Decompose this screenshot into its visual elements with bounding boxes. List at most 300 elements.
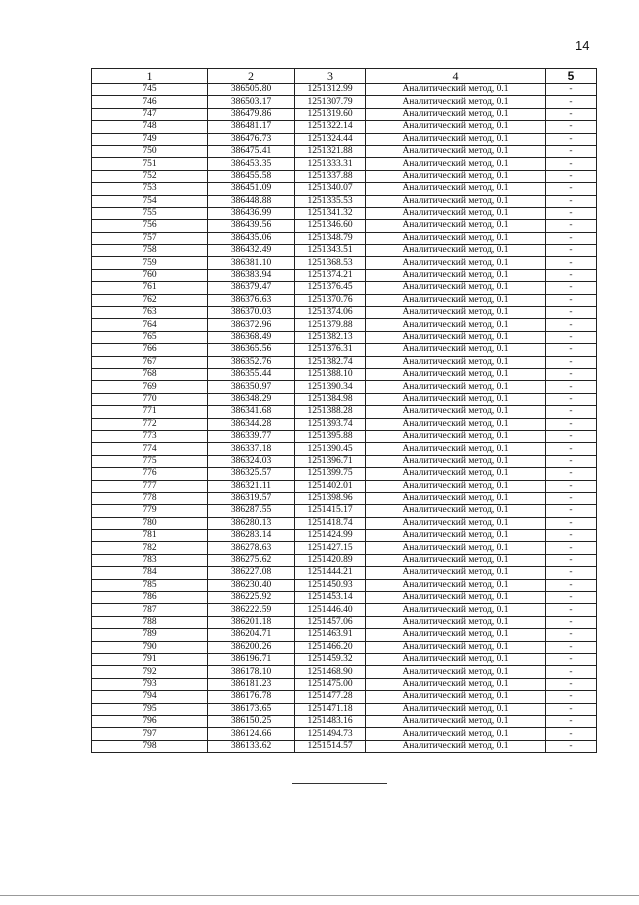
- method-cell: Аналитический метод, 0.1: [366, 207, 546, 219]
- description-cell: -: [546, 728, 597, 740]
- method-cell: Аналитический метод, 0.1: [366, 567, 546, 579]
- method-cell: Аналитический метод, 0.1: [366, 245, 546, 257]
- table-row: [92, 368, 597, 380]
- y-coordinate-cell: 1251388.28: [295, 406, 366, 418]
- table-row: [92, 455, 597, 467]
- description-cell: -: [546, 356, 597, 368]
- x-coordinate-cell: 386124.66: [208, 728, 295, 740]
- y-coordinate-cell: 1251348.79: [295, 232, 366, 244]
- table-row: [92, 715, 597, 727]
- method-cell: Аналитический метод, 0.1: [366, 381, 546, 393]
- x-coordinate-cell: 386227.08: [208, 567, 295, 579]
- x-coordinate-cell: 386200.26: [208, 641, 295, 653]
- table-row: [92, 121, 597, 133]
- description-cell: -: [546, 678, 597, 690]
- y-coordinate-cell: 1251444.21: [295, 567, 366, 579]
- description-cell: -: [546, 294, 597, 306]
- point-number-cell: 749: [92, 133, 208, 145]
- y-coordinate-cell: 1251341.32: [295, 207, 366, 219]
- y-coordinate-cell: 1251466.20: [295, 641, 366, 653]
- x-coordinate-cell: 386196.71: [208, 653, 295, 665]
- x-coordinate-cell: 386435.06: [208, 232, 295, 244]
- description-cell: -: [546, 530, 597, 542]
- description-cell: -: [546, 108, 597, 120]
- y-coordinate-cell: 1251337.88: [295, 170, 366, 182]
- y-coordinate-cell: 1251459.32: [295, 653, 366, 665]
- point-number-cell: 792: [92, 666, 208, 678]
- table-row: [92, 195, 597, 207]
- table-row: [92, 294, 597, 306]
- y-coordinate-cell: 1251424.99: [295, 530, 366, 542]
- y-coordinate-cell: 1251457.06: [295, 616, 366, 628]
- y-coordinate-cell: 1251390.45: [295, 443, 366, 455]
- x-coordinate-cell: 386370.03: [208, 307, 295, 319]
- point-number-cell: 762: [92, 294, 208, 306]
- y-coordinate-cell: 1251514.57: [295, 740, 366, 752]
- x-coordinate-cell: 386176.78: [208, 691, 295, 703]
- method-cell: Аналитический метод, 0.1: [366, 703, 546, 715]
- method-cell: Аналитический метод, 0.1: [366, 269, 546, 281]
- description-cell: -: [546, 344, 597, 356]
- description-cell: -: [546, 195, 597, 207]
- method-cell: Аналитический метод, 0.1: [366, 592, 546, 604]
- x-coordinate-cell: 386479.86: [208, 108, 295, 120]
- table-row: [92, 418, 597, 430]
- description-cell: -: [546, 629, 597, 641]
- y-coordinate-cell: 1251376.31: [295, 344, 366, 356]
- point-number-cell: 748: [92, 121, 208, 133]
- point-number-cell: 777: [92, 480, 208, 492]
- description-cell: -: [546, 740, 597, 752]
- point-number-cell: 755: [92, 207, 208, 219]
- x-coordinate-cell: 386432.49: [208, 245, 295, 257]
- table-row: [92, 691, 597, 703]
- description-cell: -: [546, 282, 597, 294]
- description-cell: -: [546, 542, 597, 554]
- x-coordinate-cell: 386178.10: [208, 666, 295, 678]
- point-number-cell: 750: [92, 145, 208, 157]
- y-coordinate-cell: 1251333.31: [295, 158, 366, 170]
- table-row: [92, 554, 597, 566]
- description-cell: -: [546, 245, 597, 257]
- x-coordinate-cell: 386204.71: [208, 629, 295, 641]
- x-coordinate-cell: 386280.13: [208, 517, 295, 529]
- table-row: [92, 344, 597, 356]
- column-header-2: 2: [208, 69, 295, 84]
- table-row: [92, 592, 597, 604]
- description-cell: -: [546, 84, 597, 96]
- description-cell: -: [546, 554, 597, 566]
- point-number-cell: 776: [92, 468, 208, 480]
- table-row: [92, 666, 597, 678]
- point-number-cell: 752: [92, 170, 208, 182]
- description-cell: -: [546, 592, 597, 604]
- description-cell: -: [546, 505, 597, 517]
- table-row: [92, 257, 597, 269]
- y-coordinate-cell: 1251379.88: [295, 319, 366, 331]
- description-cell: -: [546, 220, 597, 232]
- bottom-rule: [0, 895, 639, 896]
- description-cell: -: [546, 443, 597, 455]
- y-coordinate-cell: 1251382.74: [295, 356, 366, 368]
- description-cell: -: [546, 715, 597, 727]
- method-cell: Аналитический метод, 0.1: [366, 158, 546, 170]
- y-coordinate-cell: 1251463.91: [295, 629, 366, 641]
- description-cell: -: [546, 653, 597, 665]
- method-cell: Аналитический метод, 0.1: [366, 728, 546, 740]
- description-cell: -: [546, 368, 597, 380]
- description-cell: -: [546, 517, 597, 529]
- table-row: [92, 84, 597, 96]
- y-coordinate-cell: 1251475.00: [295, 678, 366, 690]
- method-cell: Аналитический метод, 0.1: [366, 629, 546, 641]
- point-number-cell: 771: [92, 406, 208, 418]
- description-cell: -: [546, 666, 597, 678]
- table-row: [92, 616, 597, 628]
- method-cell: Аналитический метод, 0.1: [366, 604, 546, 616]
- x-coordinate-cell: 386225.92: [208, 592, 295, 604]
- y-coordinate-cell: 1251453.14: [295, 592, 366, 604]
- table-row: [92, 133, 597, 145]
- x-coordinate-cell: 386339.77: [208, 430, 295, 442]
- method-cell: Аналитический метод, 0.1: [366, 616, 546, 628]
- x-coordinate-cell: 386503.17: [208, 96, 295, 108]
- table-row: [92, 183, 597, 195]
- y-coordinate-cell: 1251396.71: [295, 455, 366, 467]
- table-row: [92, 381, 597, 393]
- table-row: [92, 430, 597, 442]
- method-cell: Аналитический метод, 0.1: [366, 344, 546, 356]
- point-number-cell: 763: [92, 307, 208, 319]
- method-cell: Аналитический метод, 0.1: [366, 145, 546, 157]
- description-cell: -: [546, 604, 597, 616]
- table-row: [92, 307, 597, 319]
- table-row: [92, 604, 597, 616]
- table-row: [92, 207, 597, 219]
- description-cell: -: [546, 121, 597, 133]
- x-coordinate-cell: 386321.11: [208, 480, 295, 492]
- point-number-cell: 778: [92, 492, 208, 504]
- description-cell: -: [546, 579, 597, 591]
- method-cell: Аналитический метод, 0.1: [366, 108, 546, 120]
- table-row: [92, 245, 597, 257]
- x-coordinate-cell: 386341.68: [208, 406, 295, 418]
- y-coordinate-cell: 1251321.88: [295, 145, 366, 157]
- y-coordinate-cell: 1251399.75: [295, 468, 366, 480]
- table-row: [92, 331, 597, 343]
- point-number-cell: 782: [92, 542, 208, 554]
- table-row: [92, 567, 597, 579]
- y-coordinate-cell: 1251388.10: [295, 368, 366, 380]
- table-row: [92, 641, 597, 653]
- description-cell: -: [546, 133, 597, 145]
- description-cell: -: [546, 319, 597, 331]
- x-coordinate-cell: 386283.14: [208, 530, 295, 542]
- x-coordinate-cell: 386372.96: [208, 319, 295, 331]
- y-coordinate-cell: 1251376.45: [295, 282, 366, 294]
- point-number-cell: 761: [92, 282, 208, 294]
- y-coordinate-cell: 1251450.93: [295, 579, 366, 591]
- table-row: [92, 542, 597, 554]
- y-coordinate-cell: 1251390.34: [295, 381, 366, 393]
- point-number-cell: 784: [92, 567, 208, 579]
- x-coordinate-cell: 386355.44: [208, 368, 295, 380]
- x-coordinate-cell: 386275.62: [208, 554, 295, 566]
- point-number-cell: 770: [92, 393, 208, 405]
- table-row: [92, 319, 597, 331]
- x-coordinate-cell: 386352.76: [208, 356, 295, 368]
- method-cell: Аналитический метод, 0.1: [366, 715, 546, 727]
- x-coordinate-cell: 386453.35: [208, 158, 295, 170]
- column-header-3: 3: [295, 69, 366, 84]
- y-coordinate-cell: 1251368.53: [295, 257, 366, 269]
- method-cell: Аналитический метод, 0.1: [366, 530, 546, 542]
- point-number-cell: 775: [92, 455, 208, 467]
- table-row: [92, 232, 597, 244]
- y-coordinate-cell: 1251415.17: [295, 505, 366, 517]
- y-coordinate-cell: 1251335.53: [295, 195, 366, 207]
- table-row: [92, 269, 597, 281]
- table-row: [92, 468, 597, 480]
- table-row: [92, 158, 597, 170]
- description-cell: -: [546, 170, 597, 182]
- table-row: [92, 492, 597, 504]
- description-cell: -: [546, 331, 597, 343]
- y-coordinate-cell: 1251468.90: [295, 666, 366, 678]
- x-coordinate-cell: 386368.49: [208, 331, 295, 343]
- description-cell: -: [546, 158, 597, 170]
- method-cell: Аналитический метод, 0.1: [366, 492, 546, 504]
- description-cell: -: [546, 418, 597, 430]
- y-coordinate-cell: 1251346.60: [295, 220, 366, 232]
- point-number-cell: 766: [92, 344, 208, 356]
- description-cell: -: [546, 307, 597, 319]
- x-coordinate-cell: 386505.80: [208, 84, 295, 96]
- x-coordinate-cell: 386475.41: [208, 145, 295, 157]
- method-cell: Аналитический метод, 0.1: [366, 517, 546, 529]
- method-cell: Аналитический метод, 0.1: [366, 554, 546, 566]
- y-coordinate-cell: 1251393.74: [295, 418, 366, 430]
- point-number-cell: 781: [92, 530, 208, 542]
- y-coordinate-cell: 1251483.16: [295, 715, 366, 727]
- y-coordinate-cell: 1251370.76: [295, 294, 366, 306]
- point-number-cell: 797: [92, 728, 208, 740]
- point-number-cell: 756: [92, 220, 208, 232]
- y-coordinate-cell: 1251343.51: [295, 245, 366, 257]
- method-cell: Аналитический метод, 0.1: [366, 220, 546, 232]
- point-number-cell: 767: [92, 356, 208, 368]
- x-coordinate-cell: 386222.59: [208, 604, 295, 616]
- point-number-cell: 789: [92, 629, 208, 641]
- point-number-cell: 759: [92, 257, 208, 269]
- method-cell: Аналитический метод, 0.1: [366, 678, 546, 690]
- method-cell: Аналитический метод, 0.1: [366, 666, 546, 678]
- column-header-4: 4: [366, 69, 546, 84]
- y-coordinate-cell: 1251382.13: [295, 331, 366, 343]
- method-cell: Аналитический метод, 0.1: [366, 740, 546, 752]
- x-coordinate-cell: 386436.99: [208, 207, 295, 219]
- description-cell: -: [546, 567, 597, 579]
- column-header-5: 5: [546, 69, 597, 84]
- y-coordinate-cell: 1251471.18: [295, 703, 366, 715]
- method-cell: Аналитический метод, 0.1: [366, 319, 546, 331]
- x-coordinate-cell: 386350.97: [208, 381, 295, 393]
- point-number-cell: 753: [92, 183, 208, 195]
- signature-line: [292, 783, 387, 784]
- table-header-row: [92, 69, 597, 84]
- x-coordinate-cell: 386287.55: [208, 505, 295, 517]
- method-cell: Аналитический метод, 0.1: [366, 468, 546, 480]
- point-number-cell: 757: [92, 232, 208, 244]
- method-cell: Аналитический метод, 0.1: [366, 84, 546, 96]
- description-cell: -: [546, 406, 597, 418]
- point-number-cell: 786: [92, 592, 208, 604]
- point-number-cell: 795: [92, 703, 208, 715]
- description-cell: -: [546, 616, 597, 628]
- x-coordinate-cell: 386376.63: [208, 294, 295, 306]
- x-coordinate-cell: 386173.65: [208, 703, 295, 715]
- point-number-cell: 760: [92, 269, 208, 281]
- description-cell: -: [546, 641, 597, 653]
- table-row: [92, 220, 597, 232]
- x-coordinate-cell: 386181.23: [208, 678, 295, 690]
- method-cell: Аналитический метод, 0.1: [366, 195, 546, 207]
- y-coordinate-cell: 1251402.01: [295, 480, 366, 492]
- point-number-cell: 774: [92, 443, 208, 455]
- method-cell: Аналитический метод, 0.1: [366, 356, 546, 368]
- method-cell: Аналитический метод, 0.1: [366, 121, 546, 133]
- point-number-cell: 796: [92, 715, 208, 727]
- description-cell: -: [546, 480, 597, 492]
- table-row: [92, 517, 597, 529]
- point-number-cell: 772: [92, 418, 208, 430]
- point-number-cell: 764: [92, 319, 208, 331]
- y-coordinate-cell: 1251319.60: [295, 108, 366, 120]
- y-coordinate-cell: 1251418.74: [295, 517, 366, 529]
- method-cell: Аналитический метод, 0.1: [366, 455, 546, 467]
- method-cell: Аналитический метод, 0.1: [366, 505, 546, 517]
- method-cell: Аналитический метод, 0.1: [366, 579, 546, 591]
- x-coordinate-cell: 386133.62: [208, 740, 295, 752]
- description-cell: -: [546, 703, 597, 715]
- point-number-cell: 765: [92, 331, 208, 343]
- description-cell: -: [546, 492, 597, 504]
- description-cell: -: [546, 691, 597, 703]
- y-coordinate-cell: 1251395.88: [295, 430, 366, 442]
- method-cell: Аналитический метод, 0.1: [366, 480, 546, 492]
- table-row: [92, 505, 597, 517]
- coordinates-table: [91, 68, 597, 753]
- table-row: [92, 96, 597, 108]
- method-cell: Аналитический метод, 0.1: [366, 542, 546, 554]
- y-coordinate-cell: 1251446.40: [295, 604, 366, 616]
- point-number-cell: 773: [92, 430, 208, 442]
- method-cell: Аналитический метод, 0.1: [366, 133, 546, 145]
- point-number-cell: 745: [92, 84, 208, 96]
- y-coordinate-cell: 1251324.44: [295, 133, 366, 145]
- x-coordinate-cell: 386348.29: [208, 393, 295, 405]
- point-number-cell: 780: [92, 517, 208, 529]
- method-cell: Аналитический метод, 0.1: [366, 430, 546, 442]
- point-number-cell: 793: [92, 678, 208, 690]
- table-row: [92, 356, 597, 368]
- x-coordinate-cell: 386451.09: [208, 183, 295, 195]
- method-cell: Аналитический метод, 0.1: [366, 368, 546, 380]
- x-coordinate-cell: 386324.03: [208, 455, 295, 467]
- x-coordinate-cell: 386230.40: [208, 579, 295, 591]
- x-coordinate-cell: 386481.17: [208, 121, 295, 133]
- column-header-1: 1: [92, 69, 208, 84]
- y-coordinate-cell: 1251374.06: [295, 307, 366, 319]
- method-cell: Аналитический метод, 0.1: [366, 183, 546, 195]
- point-number-cell: 788: [92, 616, 208, 628]
- method-cell: Аналитический метод, 0.1: [366, 294, 546, 306]
- description-cell: -: [546, 257, 597, 269]
- table-row: [92, 629, 597, 641]
- point-number-cell: 754: [92, 195, 208, 207]
- description-cell: -: [546, 393, 597, 405]
- point-number-cell: 747: [92, 108, 208, 120]
- description-cell: -: [546, 145, 597, 157]
- x-coordinate-cell: 386319.57: [208, 492, 295, 504]
- y-coordinate-cell: 1251494.73: [295, 728, 366, 740]
- x-coordinate-cell: 386325.57: [208, 468, 295, 480]
- point-number-cell: 783: [92, 554, 208, 566]
- y-coordinate-cell: 1251420.89: [295, 554, 366, 566]
- point-number-cell: 769: [92, 381, 208, 393]
- method-cell: Аналитический метод, 0.1: [366, 96, 546, 108]
- description-cell: -: [546, 468, 597, 480]
- y-coordinate-cell: 1251427.15: [295, 542, 366, 554]
- table-row: [92, 282, 597, 294]
- x-coordinate-cell: 386365.56: [208, 344, 295, 356]
- description-cell: -: [546, 232, 597, 244]
- table-row: [92, 108, 597, 120]
- method-cell: Аналитический метод, 0.1: [366, 691, 546, 703]
- point-number-cell: 746: [92, 96, 208, 108]
- table-row: [92, 653, 597, 665]
- table-row: [92, 740, 597, 752]
- point-number-cell: 751: [92, 158, 208, 170]
- table-row: [92, 443, 597, 455]
- y-coordinate-cell: 1251307.79: [295, 96, 366, 108]
- description-cell: -: [546, 269, 597, 281]
- x-coordinate-cell: 386150.25: [208, 715, 295, 727]
- method-cell: Аналитический метод, 0.1: [366, 653, 546, 665]
- method-cell: Аналитический метод, 0.1: [366, 443, 546, 455]
- table-body: [92, 84, 597, 753]
- y-coordinate-cell: 1251374.21: [295, 269, 366, 281]
- description-cell: -: [546, 381, 597, 393]
- x-coordinate-cell: 386381.10: [208, 257, 295, 269]
- y-coordinate-cell: 1251322.14: [295, 121, 366, 133]
- page-number: 14: [575, 38, 590, 53]
- description-cell: -: [546, 430, 597, 442]
- table-row: [92, 678, 597, 690]
- table-row: [92, 530, 597, 542]
- table-row: [92, 406, 597, 418]
- method-cell: Аналитический метод, 0.1: [366, 170, 546, 182]
- method-cell: Аналитический метод, 0.1: [366, 331, 546, 343]
- table-row: [92, 393, 597, 405]
- point-number-cell: 791: [92, 653, 208, 665]
- y-coordinate-cell: 1251384.98: [295, 393, 366, 405]
- x-coordinate-cell: 386455.58: [208, 170, 295, 182]
- point-number-cell: 758: [92, 245, 208, 257]
- point-number-cell: 790: [92, 641, 208, 653]
- method-cell: Аналитический метод, 0.1: [366, 393, 546, 405]
- description-cell: -: [546, 207, 597, 219]
